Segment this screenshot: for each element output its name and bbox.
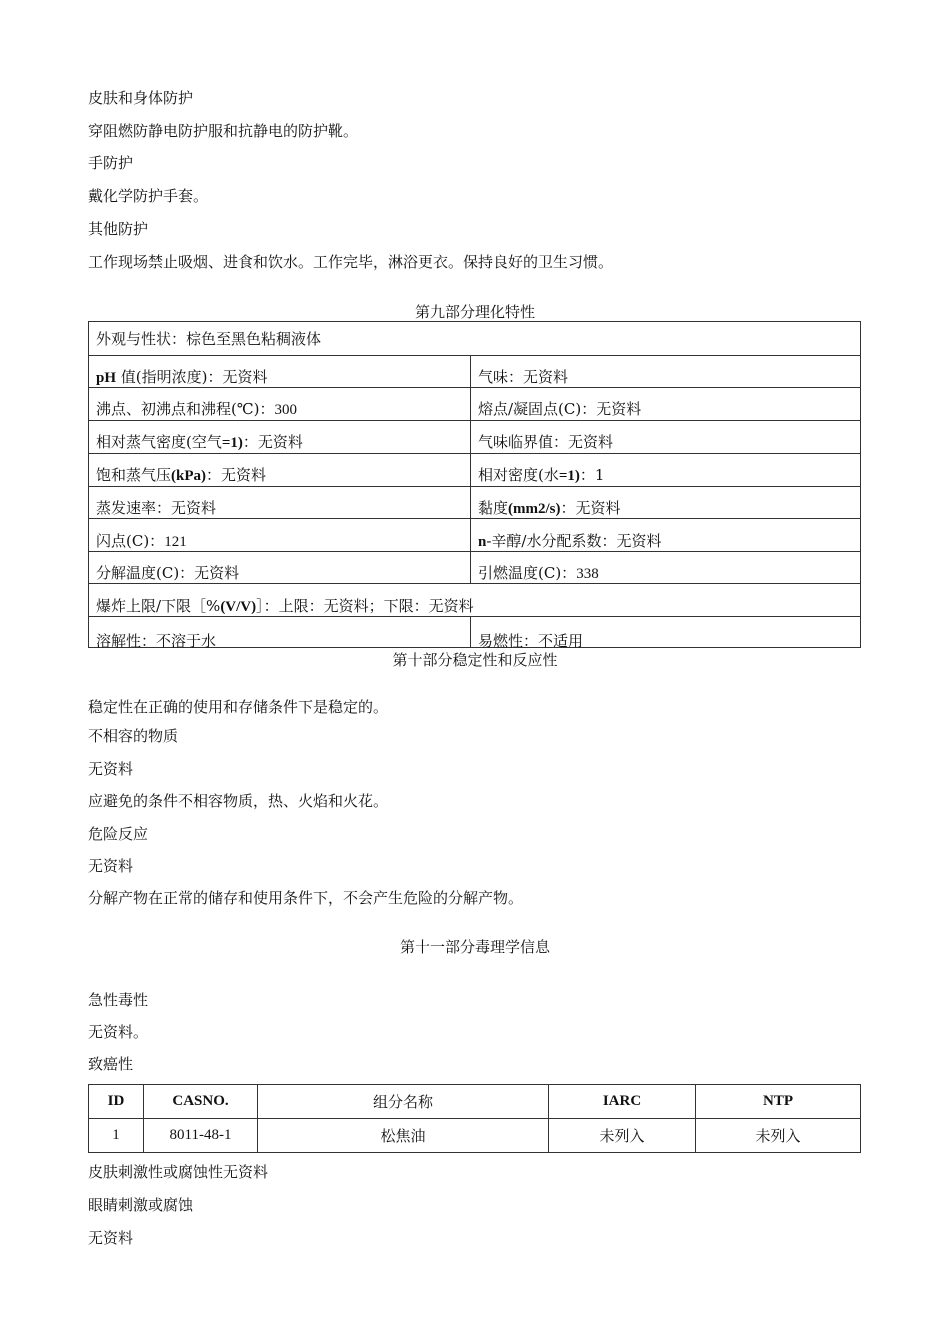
cell-component-name: 松焦油 (258, 1119, 549, 1153)
table-row (89, 453, 860, 487)
vapor-density-unit: =1) (221, 435, 243, 451)
explosion-limits-unit: (V/V) (220, 599, 257, 615)
table-row (89, 1119, 861, 1153)
partition-coefficient-cell (471, 519, 860, 552)
partition-coefficient-prefix: n (478, 534, 487, 550)
stability-text: 稳定性在正确的使用和存储条件下是稳定的。 (88, 698, 389, 716)
cell-iarc: 未列入 (549, 1119, 696, 1153)
appearance-cell: 外观与性状：棕色至黑色粘稠液体 (96, 330, 322, 348)
header-iarc: IARC (549, 1085, 696, 1119)
table-row (89, 387, 860, 421)
partition-coefficient-label: -辛醇/水分配系数：无资料 (486, 532, 662, 550)
table-row (89, 322, 860, 355)
table-row (89, 486, 860, 519)
ph-value: 值(指明浓度)：无资料 (116, 368, 268, 386)
decomposition-temp-cell: 分解温度(C)：无资料 (89, 552, 471, 584)
table-row (89, 355, 860, 388)
table-row (89, 518, 860, 552)
ph-label: pH (96, 370, 117, 386)
avoid-conditions-text: 应避免的条件不相容物质，热、火焰和火花。 (88, 792, 389, 810)
viscosity-label: 黏度 (478, 499, 509, 517)
relative-density-value: ：1 (579, 466, 605, 484)
section-10-title: 第十部分稳定性和反应性 (392, 651, 558, 669)
boiling-point-label: 沸点、初沸点和沸程(℃)： (96, 400, 275, 418)
relative-density-unit: =1) (558, 468, 580, 484)
vapor-density-cell (89, 421, 471, 454)
skin-protection-heading: 皮肤和身体防护 (88, 89, 194, 107)
flash-point-cell (89, 519, 471, 552)
other-protection-text: 工作现场禁止吸烟、进食和饮水。工作完毕，淋浴更衣。保持良好的卫生习惯。 (88, 253, 614, 271)
acute-toxicity-text: 无资料。 (88, 1023, 149, 1041)
vapor-pressure-label: 饱和蒸气压 (96, 466, 172, 484)
explosion-limits-value: ］：上限：无资料；下限：无资料 (256, 597, 474, 615)
explosion-limits-label: 爆炸上限/下限［% (96, 597, 221, 615)
odor-threshold-cell: 气味临界值：无资料 (478, 433, 614, 451)
ignition-temp-label: 引燃温度(C)： (478, 564, 577, 582)
table-row (89, 420, 860, 454)
acute-toxicity-heading: 急性毒性 (88, 991, 149, 1009)
header-component-name: 组分名称 (258, 1085, 549, 1119)
eye-irritation-heading: 眼睛刺激或腐蚀 (88, 1196, 194, 1214)
viscosity-cell (471, 487, 860, 519)
carcinogenicity-table (88, 1084, 861, 1153)
odor-cell: 气味：无资料 (478, 368, 569, 386)
relative-density-label: 相对密度(水 (478, 466, 559, 484)
incompatible-heading: 不相容的物质 (88, 727, 179, 745)
physical-properties-table (88, 321, 861, 648)
table-header-row (89, 1085, 861, 1119)
viscosity-value: ：无资料 (560, 499, 621, 517)
melting-point-cell: 熔点/凝固点(C)：无资料 (478, 400, 642, 418)
flash-point-value: 121 (164, 534, 187, 550)
header-ntp: NTP (696, 1085, 861, 1119)
skin-irritation-text: 皮肤刺激性或腐蚀性无资料 (88, 1163, 269, 1181)
vapor-pressure-cell (89, 454, 471, 487)
cell-ntp: 未列入 (696, 1119, 861, 1153)
ignition-temp-value: 338 (576, 566, 599, 582)
hand-protection-text: 戴化学防护手套。 (88, 187, 209, 205)
header-casno: CASNO. (144, 1085, 258, 1119)
other-protection-heading: 其他防护 (88, 220, 149, 238)
vapor-density-label: 相对蒸气密度(空气 (96, 433, 222, 451)
solubility-cell: 溶解性：不溶于水 (89, 617, 471, 648)
boiling-point-cell (89, 388, 471, 421)
header-id: ID (89, 1085, 144, 1119)
boiling-point-value: 300 (274, 402, 297, 418)
decomposition-products-text: 分解产物在正常的储存和使用条件下，不会产生危险的分解产物。 (88, 889, 524, 907)
incompatible-text: 无资料 (88, 760, 134, 778)
table-row (89, 551, 860, 584)
carcinogenicity-heading: 致癌性 (88, 1055, 134, 1073)
viscosity-unit: (mm2/s) (508, 501, 561, 517)
ignition-temp-cell (471, 552, 860, 584)
table-row (89, 583, 860, 617)
section-11-title: 第十一部分毒理学信息 (399, 938, 550, 956)
ph-cell (89, 356, 471, 388)
vapor-pressure-value: ：无资料 (206, 466, 267, 484)
flammability-cell: 易燃性：不适用 (478, 632, 584, 648)
table-row (89, 616, 860, 648)
skin-protection-text: 穿阻燃防静电防护服和抗静电的防护靴。 (88, 122, 359, 140)
evaporation-rate-cell: 蒸发速率：无资料 (89, 487, 471, 519)
hazardous-reaction-text: 无资料 (88, 857, 134, 875)
vapor-pressure-unit: (kPa) (171, 468, 207, 484)
flash-point-label: 闪点(C)： (96, 532, 165, 550)
cell-id: 1 (89, 1119, 144, 1153)
hazardous-reaction-heading: 危险反应 (88, 825, 149, 843)
explosion-limits-cell (89, 584, 860, 617)
eye-irritation-text: 无资料 (88, 1229, 134, 1247)
cell-casno: 8011-48-1 (144, 1119, 258, 1153)
vapor-density-value: ：无资料 (242, 433, 303, 451)
hand-protection-heading: 手防护 (88, 154, 134, 172)
relative-density-cell (471, 454, 860, 487)
section-9-title: 第九部分理化特性 (414, 303, 535, 321)
